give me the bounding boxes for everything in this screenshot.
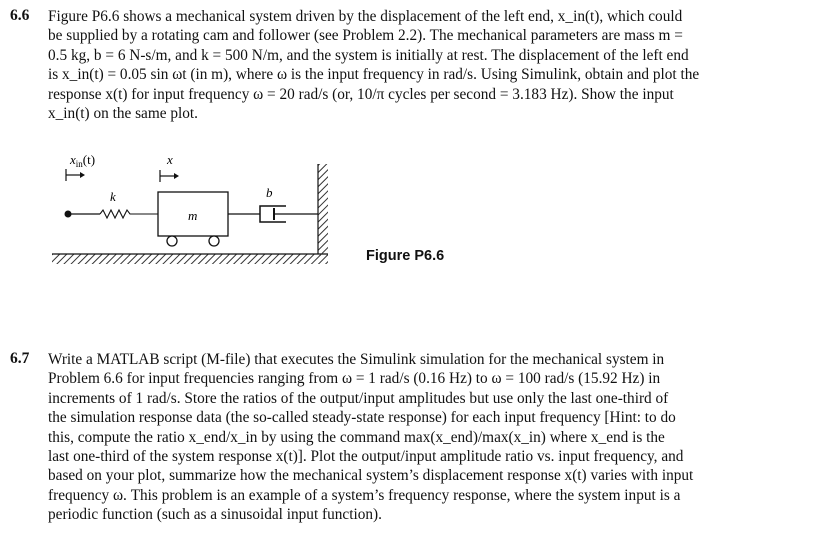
x-label: x	[167, 152, 173, 167]
text-line: based on your plot, summarize how the mechanical system’s displacement response x(t) varies with input	[48, 467, 694, 485]
text-line: periodic function (such as a sinusoidal input function).	[48, 506, 382, 524]
k-label: k	[110, 189, 116, 204]
problem-6-7	[10, 350, 800, 525]
problem-6-6	[10, 7, 800, 123]
ground-hatch	[52, 254, 328, 264]
problem-text	[48, 7, 758, 123]
wall-hatch	[318, 164, 328, 256]
wheel-right-icon	[209, 236, 219, 246]
text-line: Problem 6.6 for input frequencies ranging from ω = 1 rad/s (0.16 Hz) to ω = 100 rad/s (15.92 Hz) in	[48, 370, 661, 388]
text-line: is x_in(t) = 0.05 sin ωt (in m), where ω is the input frequency in rad/s. Using Simulink, obtain and plot the	[48, 66, 700, 84]
m-label: m	[188, 208, 198, 223]
text-line: last one-third of the system response x(t)]. Plot the output/input amplitude ratio vs. input frequency, and	[48, 448, 684, 466]
mechanical-system-figure	[50, 150, 350, 270]
text-line: x_in(t) on the same plot.	[48, 105, 198, 123]
wheel-left-icon	[167, 236, 177, 246]
text-line: be supplied by a rotating cam and follower (see Problem 2.2). The mechanical parameters are mass m =	[48, 27, 683, 45]
spring-icon	[100, 210, 158, 218]
text-line: 0.5 kg, b = 6 N-s/m, and k = 500 N/m, and the system is initially at rest. The displacement of the left end	[48, 46, 689, 64]
problem-number: 6.6	[10, 7, 30, 24]
text-line: Figure P6.6 shows a mechanical system driven by the displacement of the left end, x_in(t), which could	[48, 8, 683, 25]
figure-diagram	[50, 150, 350, 270]
xin-arrow-head-icon	[80, 172, 85, 178]
xin-label: $x_{in}(t)$	[70, 152, 96, 169]
text-line: response x(t) for input frequency ω = 20 rad/s (or, 10/π cycles per second = 3.183 Hz). Show the input	[48, 85, 674, 103]
text-line: this, compute the ratio x_end/x_in by using the command max(x_end)/max(x_in) where x_end is the	[48, 428, 665, 446]
text-line: increments of 1 rad/s. Store the ratios of the output/input amplitudes but use only the last one-third of	[48, 389, 669, 407]
text-line: frequency ω. This problem is an example of a system’s frequency response, where the system input is a	[48, 486, 681, 504]
text-line: the simulation response data (the so-called steady-state response) for each input frequency [Hint: to do	[48, 409, 676, 427]
problem-text	[48, 350, 758, 525]
problem-number: 6.7	[10, 350, 30, 367]
text-line: Write a MATLAB script (M-file) that executes the Simulink simulation for the mechanical system in	[48, 351, 665, 368]
figure-caption: Figure P6.6	[366, 248, 445, 264]
b-label: b	[266, 185, 273, 200]
x-arrow-head-icon	[174, 173, 179, 179]
